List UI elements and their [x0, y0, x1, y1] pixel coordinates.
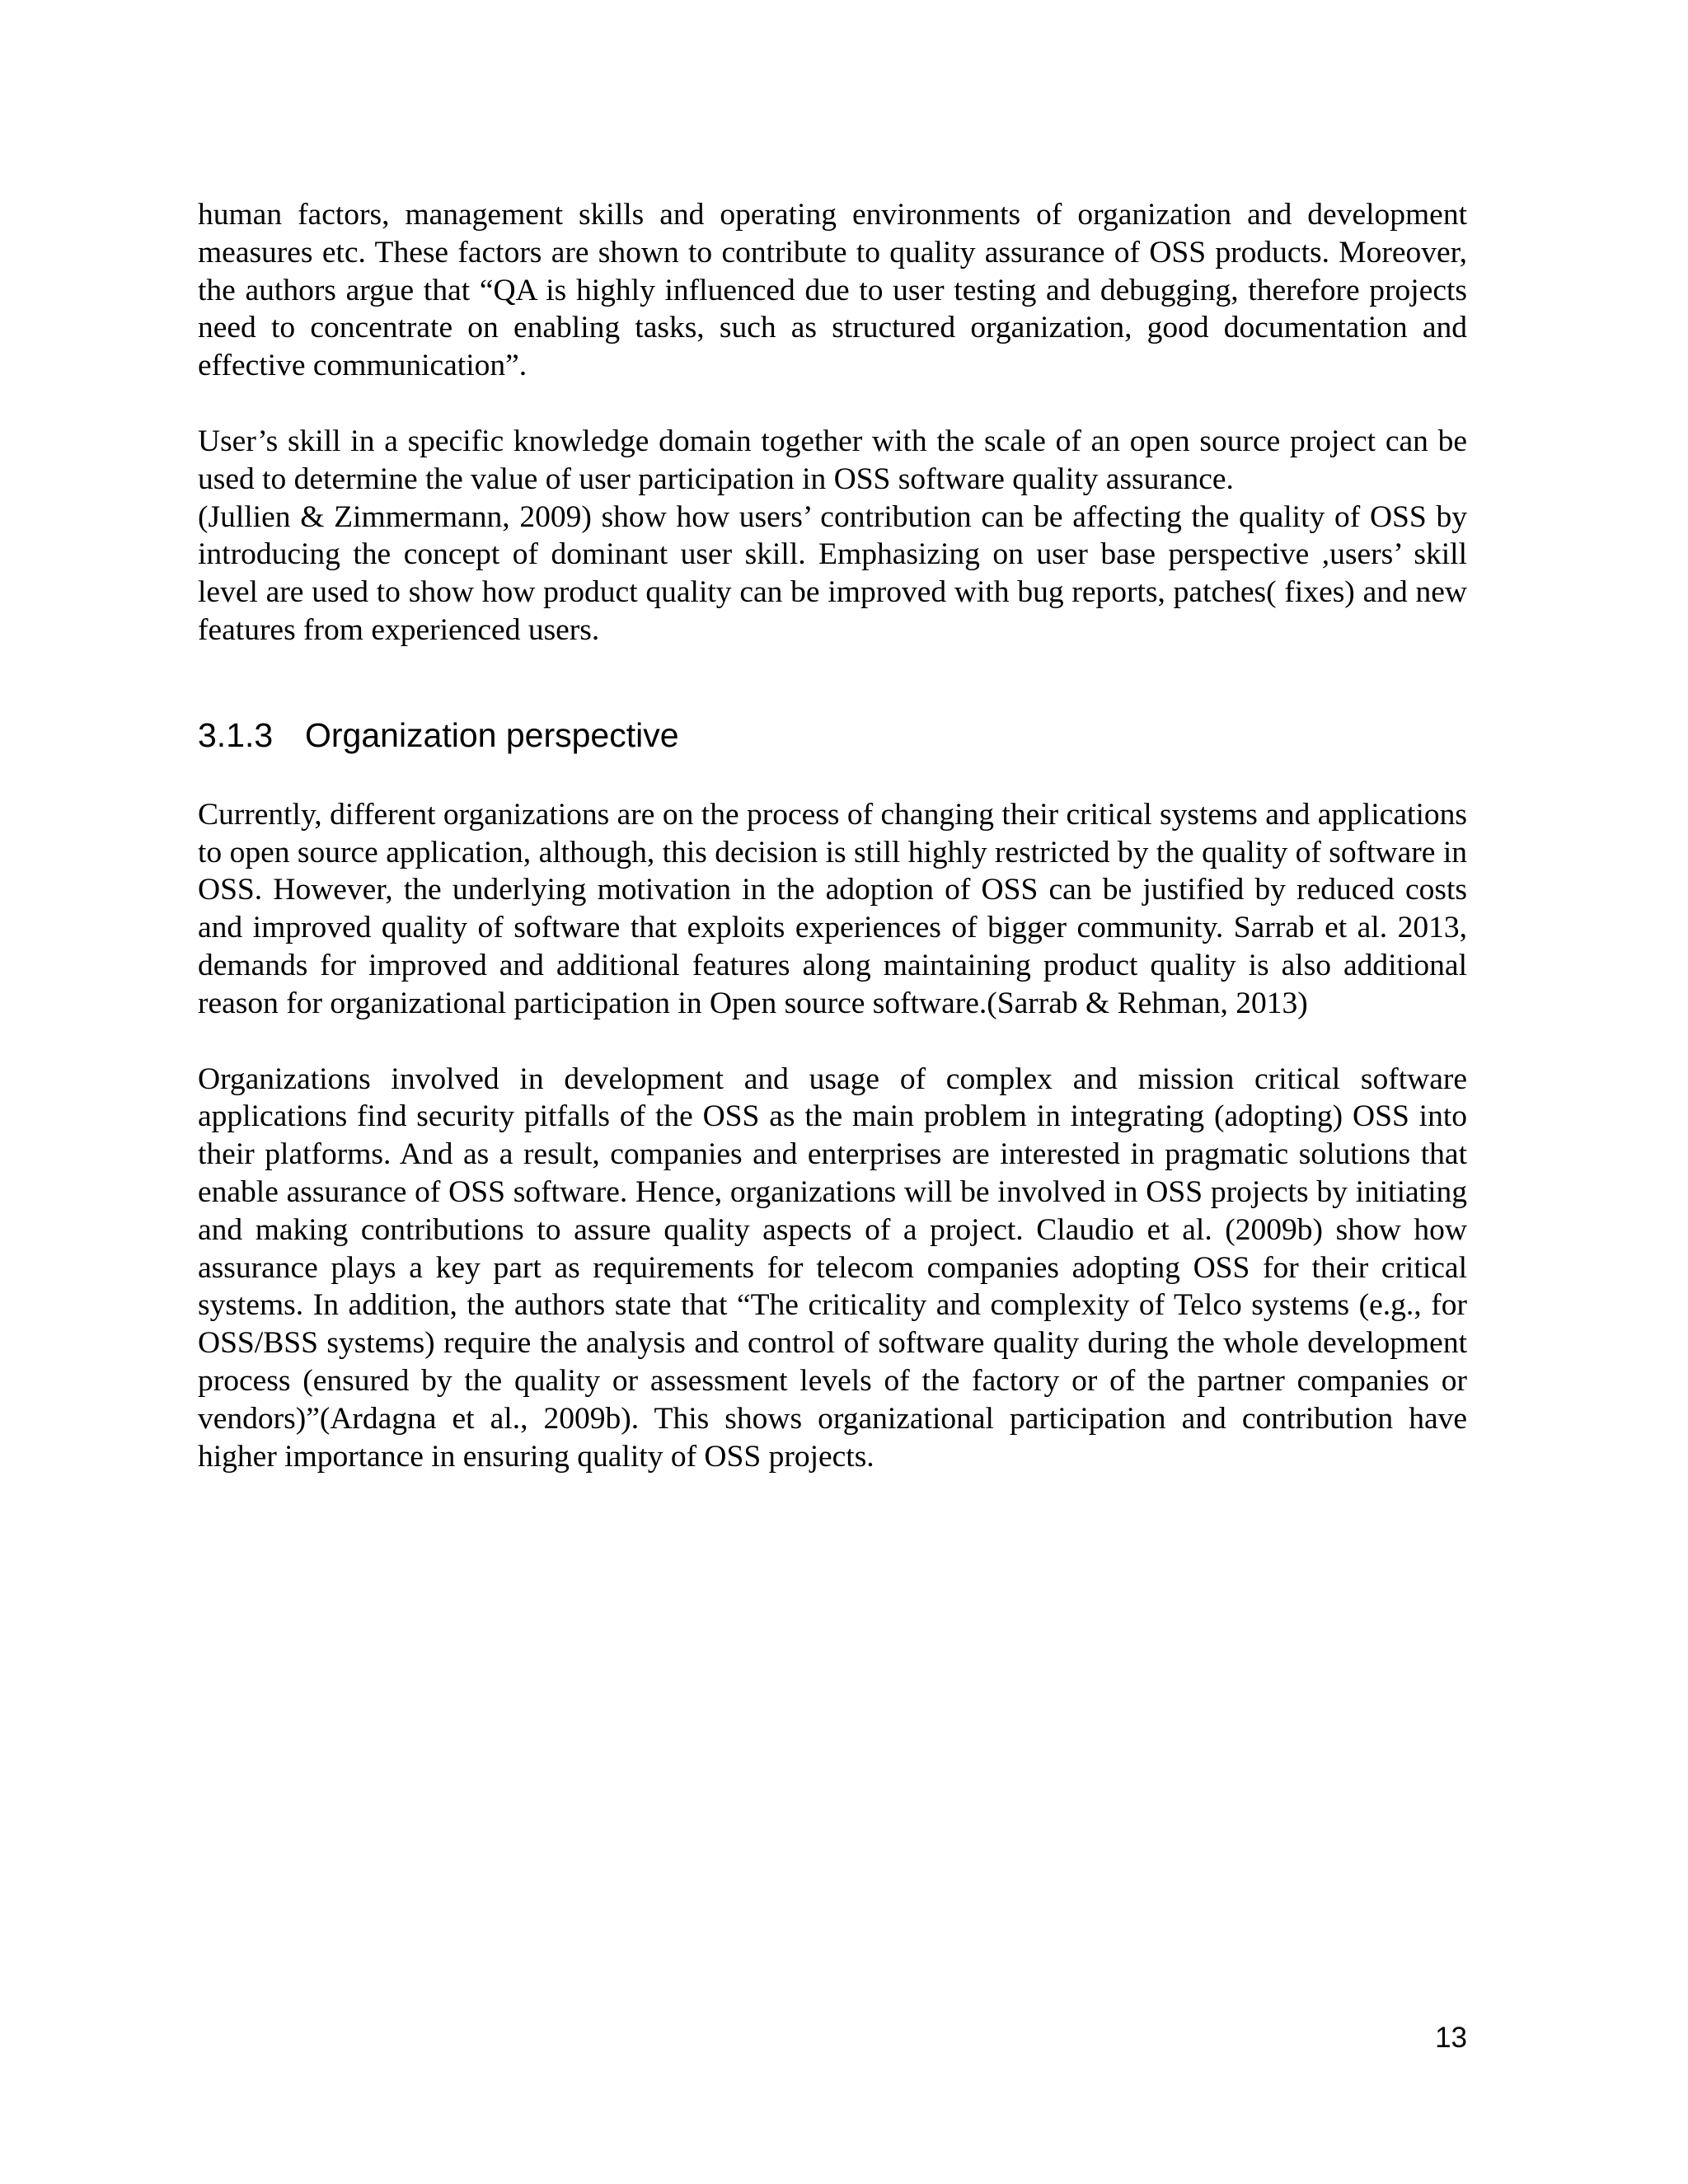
paragraph-qa-factors: human factors, management skills and operating environments of organization and development measures etc. These factors are shown to contribute to quality assurance of OSS products. Moreover, the authors argue that “QA is highly influenced due to user testing and debugging, therefore projects need to concentrate on enabling tasks, such as structured organization, good documentation and effective communication”.	[198, 198, 1467, 383]
paragraph-organization-security: Organizations involved in development and usage of complex and mission critical software applications find security pitfalls of the OSS as the main problem in integrating (adopting) OSS into their platforms. And as a result, companies and enterprises are interested in pragmatic solutions that enable assurance of OSS software. Hence, organizations will be involved in OSS projects by initiating and making contributions to assure quality aspects of a project. Claudio et al. (2009b) show how assurance plays a key part as requirements for telecom companies adopting OSS for their critical systems. In addition, the authors state that “The criticality and complexity of Telco systems (e.g., for OSS/BSS systems) require the analysis and control of software quality during the whole development process (ensured by the quality or assessment levels of the factory or of the partner companies or vendors)”(Ardagna et al., 2009b). This shows organizational participation and contribution have higher importance in ensuring quality of OSS projects.	[198, 1062, 1467, 1474]
paragraph-user-skill-sentence: User’s skill in a specific knowledge domain together with the scale of an open source project can be used to determine the value of user participation in OSS software quality assurance.	[198, 424, 1467, 496]
paragraph-user-skill	[198, 423, 1467, 649]
paragraph-organization-adoption: Currently, different organizations are on the process of changing their critical systems and applications to open source application, although, this decision is still highly restricted by the quality of software in OSS. However, the underlying motivation in the adoption of OSS can be justified by reduced costs and improved quality of software that exploits experiences of bigger community. Sarrab et al. 2013, demands for improved and additional features along maintaining product quality is also additional reason for organizational participation in Open source software.(Sarrab & Rehman, 2013)	[198, 797, 1467, 1020]
document-page	[198, 196, 1467, 1475]
section-title: Organization perspective	[305, 715, 679, 754]
page-number: 13	[1435, 2022, 1467, 2054]
paragraph-user-skill-citation: (Jullien & Zimmermann, 2009) show how users’ contribution can be affecting the quality of OSS by introducing the concept of dominant user skill. Emphasizing on user base perspective ,users’ skill level are used to show how product quality can be improved with bug reports, patches( fixes) and new features from experienced users.	[198, 499, 1467, 647]
section-heading	[198, 715, 1467, 755]
section-number: 3.1.3	[198, 715, 274, 754]
